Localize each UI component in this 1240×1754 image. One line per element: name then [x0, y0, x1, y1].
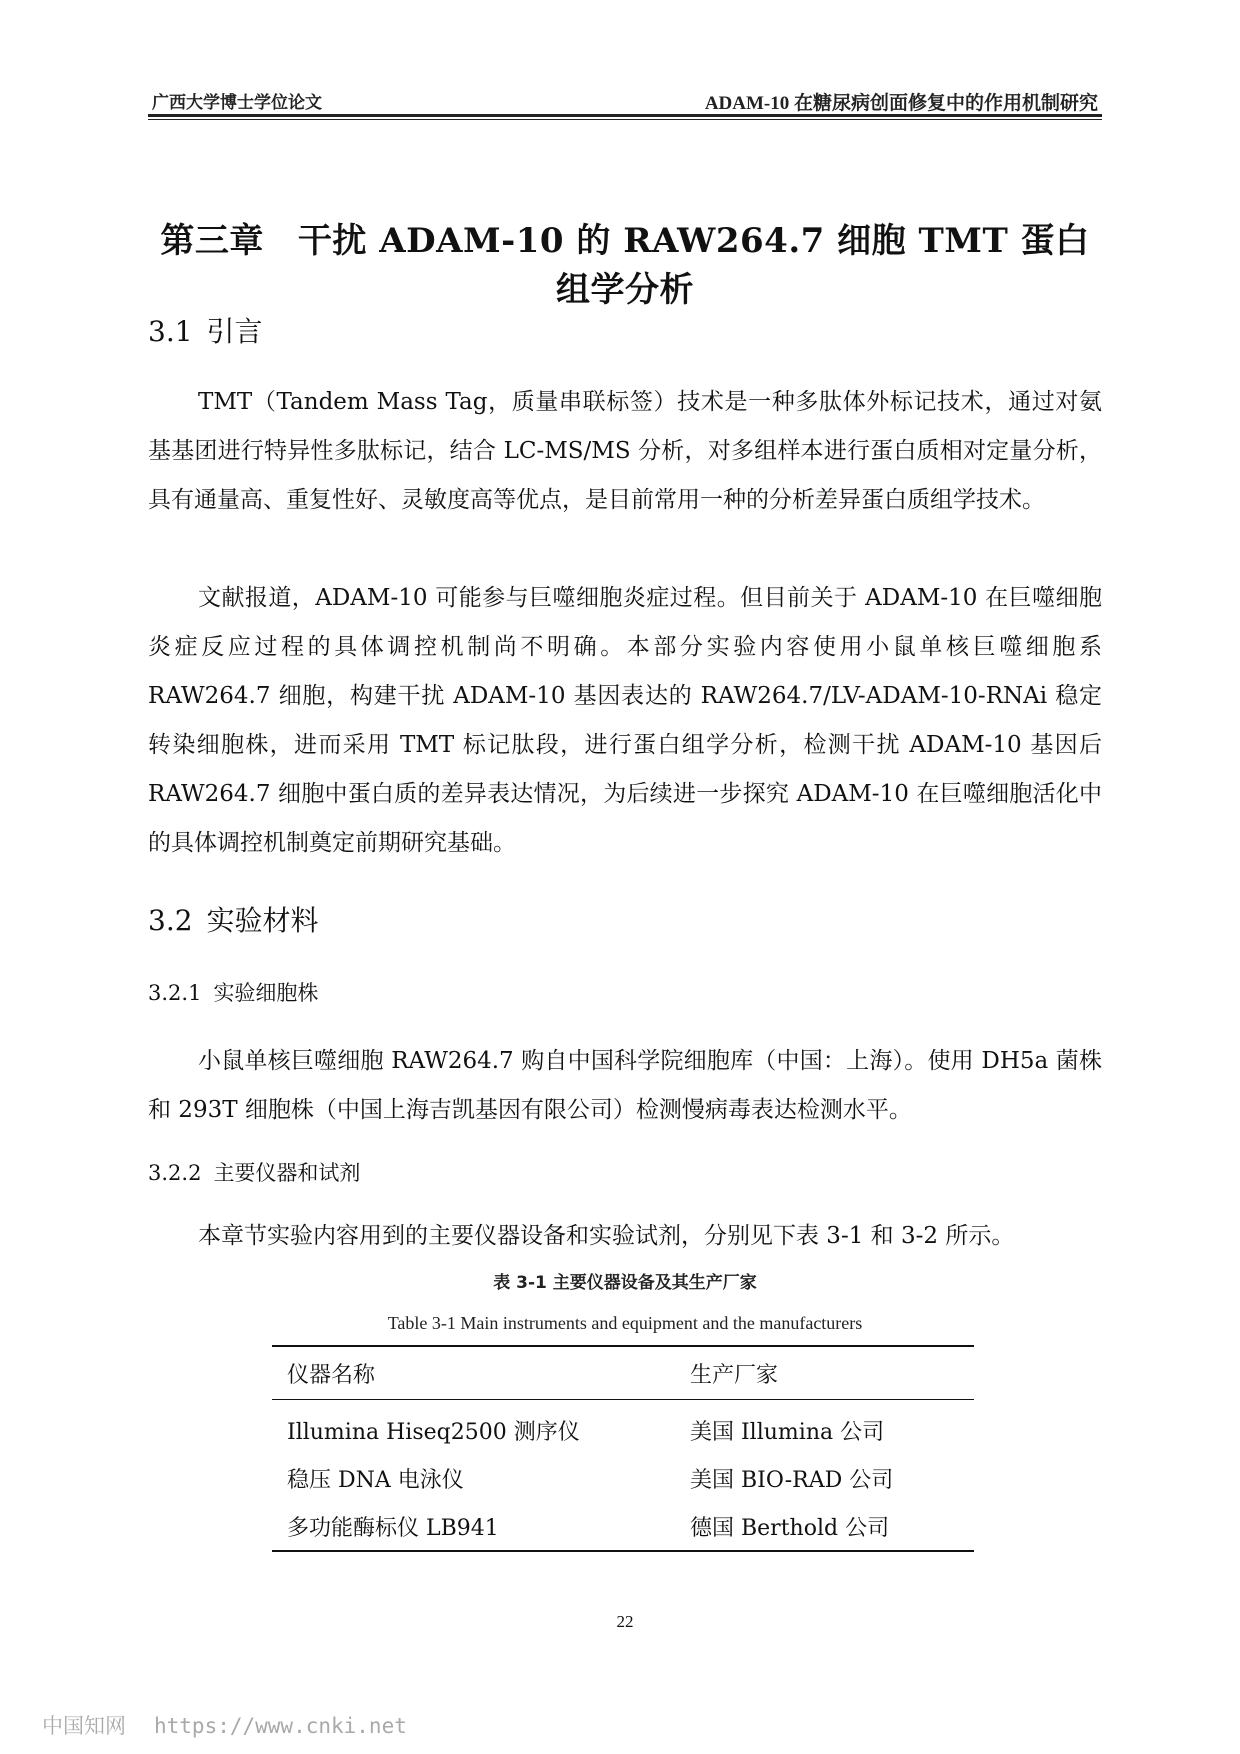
- instruments-table: [272, 1345, 974, 1552]
- table-cell-instrument: 稳压 DNA 电泳仪: [287, 1467, 464, 1493]
- table-cell-instrument: 多功能酶标仪 LB941: [287, 1515, 499, 1541]
- table-cell-instrument: Illumina Hiseq2500 测序仪: [287, 1419, 580, 1445]
- section-number: 3.1: [148, 315, 193, 348]
- table-row: [272, 1502, 974, 1551]
- subsection-heading-3-2-1: [148, 977, 318, 1007]
- subsection-heading-3-2-2: [148, 1157, 360, 1187]
- section-title: 引言: [206, 315, 263, 348]
- section-number: 3.2: [148, 904, 193, 937]
- watermark-brand: 中国知网: [42, 1714, 126, 1738]
- table-header-instrument: 仪器名称: [287, 1362, 376, 1388]
- chapter-number: 第三章: [160, 221, 264, 261]
- watermark-url: https://www.cnki.net: [154, 1714, 407, 1738]
- header-thesis-title: ADAM-10 在糖尿病创面修复中的作用机制研究: [704, 93, 1098, 114]
- header-thesis-type: 广西大学博士学位论文: [152, 93, 322, 113]
- table-caption-chinese: 表 3-1 主要仪器设备及其生产厂家: [493, 1273, 757, 1293]
- table-row: [272, 1400, 974, 1455]
- intro-paragraph-2: 文献报道，ADAM-10 可能参与巨噬细胞炎症过程。但目前关于 ADAM-10 在巨噬细胞炎症反应过程的具体调控机制尚不明确。本部分实验内容使用小鼠单核巨噬细胞系 RAW264.7 细胞，构建干扰 ADAM-10 基因表达的 RAW264.7/LV-ADAM-10-RNAi 稳定转染细胞株，进而采用 TMT 标记肽段，进行蛋白组学分析，检测干扰 ADAM-10 基因后 RAW264.7 细胞中蛋白质的差异表达情况，为后续进一步探究 ADAM-10 在巨噬细胞活化中的具体调控机制奠定前期研究基础。: [148, 585, 1102, 856]
- intro-paragraph-1: TMT（Tandem Mass Tag，质量串联标签）技术是一种多肽体外标记技术，通过对氨基基团进行特异性多肽标记，结合 LC-MS/MS 分析，对多组样本进行蛋白质相对定量分析，具有通量高、重复性好、灵敏度高等优点，是目前常用一种的分析差异蛋白质组学技术。: [148, 389, 1102, 513]
- chapter-title-text: 干扰 ADAM-10 的 RAW264.7 细胞 TMT 蛋白组学分析: [297, 221, 1090, 310]
- header-rule-thin: [148, 119, 1102, 120]
- table-cell-manufacturer: 德国 Berthold 公司: [690, 1515, 890, 1541]
- cnki-watermark: [42, 1710, 407, 1740]
- section-heading-3-2: [148, 899, 319, 939]
- subsection-title: 主要仪器和试剂: [213, 1161, 361, 1185]
- table-header-row: [272, 1346, 974, 1400]
- section-title: 实验材料: [206, 904, 319, 937]
- table-caption-english: Table 3-1 Main instruments and equipment and the manufacturers: [387, 1313, 863, 1333]
- header-rule: [148, 114, 1102, 117]
- table-header-manufacturer: 生产厂家: [690, 1362, 779, 1388]
- table-cell-manufacturer: 美国 BIO-RAD 公司: [690, 1467, 894, 1493]
- chapter-title: [148, 213, 1102, 311]
- instruments-paragraph: 本章节实验内容用到的主要仪器设备和实验试剂，分别见下表 3-1 和 3-2 所示。: [198, 1223, 1015, 1249]
- subsection-title: 实验细胞株: [213, 981, 319, 1005]
- table-cell-manufacturer: 美国 Illumina 公司: [690, 1419, 885, 1445]
- table-row: [272, 1454, 974, 1502]
- page-number: 22: [616, 1612, 634, 1631]
- running-header: [148, 86, 1102, 114]
- section-heading-3-1: [148, 310, 263, 350]
- subsection-number: 3.2.2: [148, 1161, 202, 1185]
- cells-paragraph: 小鼠单核巨噬细胞 RAW264.7 购自中国科学院细胞库（中国：上海）。使用 DH5a 菌株和 293T 细胞株（中国上海吉凯基因有限公司）检测慢病毒表达检测水平。: [148, 1048, 1102, 1123]
- subsection-number: 3.2.1: [148, 981, 202, 1005]
